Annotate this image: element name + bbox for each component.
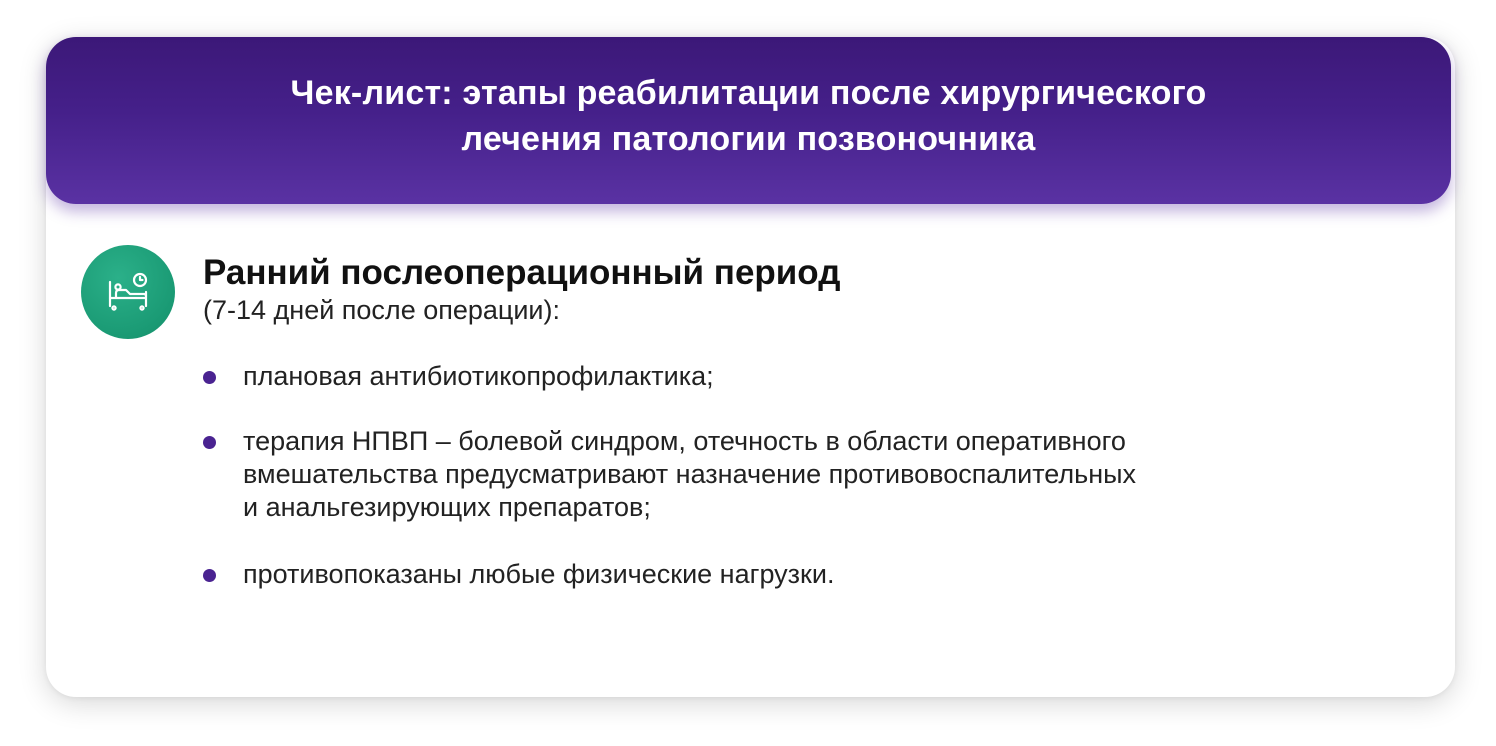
bullet-dot: [203, 371, 216, 384]
list-item-text: противопоказаны любые физические нагрузки.: [243, 559, 835, 589]
list-item-text: плановая антибиотикопрофилактика;: [243, 361, 714, 391]
stage-subtitle: (7-14 дней после операции):: [203, 295, 561, 325]
bullet-dot: [203, 436, 216, 449]
hospital-bed-clock-icon: [81, 245, 175, 339]
stage-title: Ранний послеоперационный период: [203, 253, 841, 292]
list-item-text: терапия НПВП – болевой синдром, отечность в области оперативного вмешательства предусматривают назначение противовоспалительных и анальгезирующих препаратов;: [243, 426, 1137, 522]
page-title: Чек-лист: этапы реабилитации после хирургического лечения патологии позвоночника: [290, 73, 1207, 158]
bullet-dot: [203, 569, 216, 582]
header-banner: [46, 37, 1451, 204]
